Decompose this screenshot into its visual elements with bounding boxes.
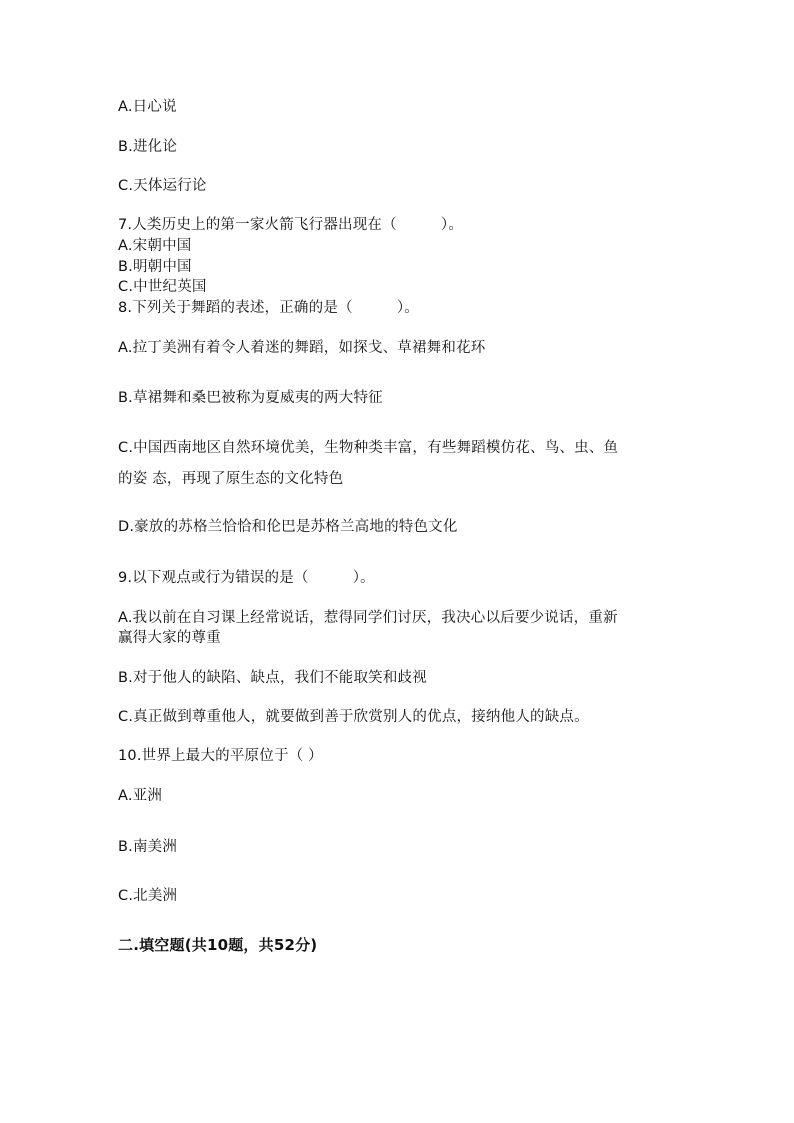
q9-option-c: C.真正做到尊重他人，就要做到善于欣赏别人的优点，接纳他人的缺点。 [118, 709, 589, 725]
q9-option-a: A.我以前在自习课上经常说话，惹得同学们讨厌，我决心以后要少说话，重新 [118, 610, 618, 626]
q10-option-b: B.南美洲 [118, 839, 178, 855]
q8-option-b: B.草裙舞和桑巴被称为夏威夷的两大特征 [118, 390, 383, 406]
q9-option-a-cont: 赢得大家的尊重 [118, 630, 221, 646]
q8-question: 8.下列关于舞蹈的表述，正确的是（ ）。 [118, 300, 419, 316]
q8-option-c-cont: 的姿 态，再现了原生态的文化特色 [118, 471, 344, 487]
q8-option-a: A.拉丁美洲有着令人着迷的舞蹈，如探戈、草裙舞和花环 [118, 340, 486, 356]
q7-option-a: A.宋朝中国 [118, 238, 192, 254]
q9-option-b: B.对于他人的缺陷、缺点，我们不能取笑和歧视 [118, 670, 427, 686]
q6-option-b: B.进化论 [118, 139, 178, 155]
q7-option-b: B.明朝中国 [118, 259, 192, 275]
q10-question: 10.世界上最大的平原位于（ ） [118, 748, 323, 764]
q8-option-c: C.中国西南地区自然环境优美，生物种类丰富，有些舞蹈模仿花、鸟、虫、鱼 [118, 440, 619, 456]
q10-option-a: A.亚洲 [118, 788, 163, 804]
q8-option-d: D.豪放的苏格兰恰恰和伦巴是苏格兰高地的特色文化 [118, 519, 458, 535]
q10-option-c: C.北美洲 [118, 888, 178, 904]
q7-question: 7.人类历史上的第一家火箭飞行器出现在（ ）。 [118, 217, 464, 233]
q6-option-c: C.天体运行论 [118, 178, 207, 194]
q7-option-c: C.中世纪英国 [118, 279, 207, 295]
section-2-title: 二.填空题(共10题，共52分) [118, 936, 318, 954]
q6-option-a: A.日心说 [118, 99, 177, 115]
q9-question: 9.以下观点或行为错误的是（ ）。 [118, 570, 375, 586]
